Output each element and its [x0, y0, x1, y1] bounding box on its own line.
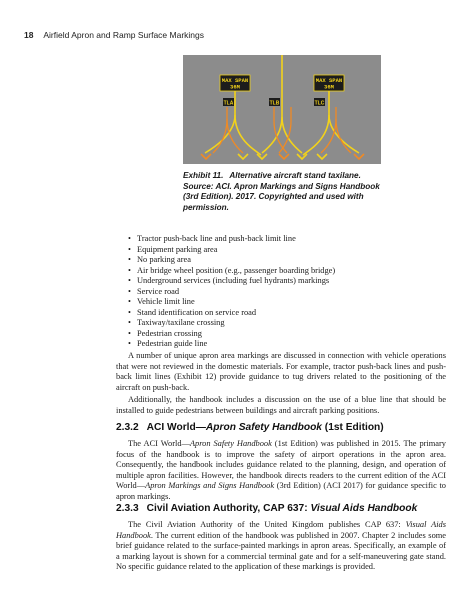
stand-label-tla: [223, 98, 234, 106]
paragraph-apron-safety: The ACI World—Apron Safety Handbook (1st Edition) was published in 2015. The primary focus of the handbook is to improve the safety of airport operations in the apron area. Consequently, the handbook includes guidance related to the planning, design, and operation of multiple apron facilities. However, the handbook directs readers to the current edition of the ACI World—Apron Markings and Signs Handbook (3rd Edition) (ACI 2017) for guidance specific to apron markings.: [116, 439, 446, 501]
list-item: • Underground services (including fuel hydrants) markings: [128, 276, 335, 287]
section-number: 2.3.2: [116, 422, 139, 433]
max-span-sign-left: [220, 75, 250, 91]
running-title: Airfield Apron and Ramp Surface Markings: [43, 30, 205, 40]
list-item: • Pedestrian guide line: [128, 339, 335, 350]
exhibit-11-figure: [183, 55, 381, 164]
apron-stand-diagram: [183, 55, 381, 164]
exhibit-caption: [183, 171, 383, 213]
marking-list: [128, 234, 335, 350]
stand-label-tlc: [314, 98, 325, 106]
section-heading-2-3-3: 2.3.3 Civil Aviation Authority, CAP 637: Visual Aids Handbook: [116, 503, 418, 514]
sign-left-line1: MAX SPAN: [221, 77, 249, 84]
list-item: • Stand identification on service road: [128, 308, 335, 319]
list-item: • Pedestrian crossing: [128, 329, 335, 340]
list-item: • Service road: [128, 287, 335, 298]
svg-text:TLA: TLA: [223, 100, 234, 107]
exhibit-caption-text: Alternative aircraft stand taxilane. Source: ACI. Apron Markings and Signs Handbook (3rd Edition). 2017. Copyrighted and used with permission.: [183, 171, 380, 212]
section-title-italic: Apron Safety Handbook: [205, 422, 322, 433]
list-item: • Equipment parking area: [128, 245, 335, 256]
paragraph-cap-637: The Civil Aviation Authority of the United Kingdom publishes CAP 637: Visual Aids Handbook. The current edition of the handbook was published in 2007. Chapter 2 includes some brief guidance related to the surface-painted markings in apron areas. Specifically, an example of a marking layout is shown for a commercial terminal gate and for a self-maneuvering gate stand. No specific guidance related to the application of these markings is provided.: [116, 520, 446, 572]
paragraph-blue-line: Additionally, the handbook includes a discussion on the use of a blue line that should be installed to guide pedestrians between buildings and aircraft parking positions.: [116, 395, 446, 415]
sign-left-line2: 36M: [230, 83, 240, 91]
section-heading-2-3-2: 2.3.2 ACI World—Apron Safety Handbook (1st Edition): [116, 422, 384, 433]
running-header: [24, 30, 204, 40]
max-span-sign-right: [314, 75, 344, 91]
svg-text:TLC: TLC: [314, 100, 325, 107]
sign-right-line1: MAX SPAN: [315, 77, 343, 84]
paragraph-unique-markings: A number of unique apron area markings are discussed in connection with vehicle operations that were not reviewed in the domestic materials. For example, tractor push-back lines and push-back limit lines (Exhibit 12) provide guidance to tug drivers related to the positioning of the aircraft on push-back.: [116, 351, 446, 392]
section-number: 2.3.3: [116, 503, 139, 514]
list-item: • Vehicle limit line: [128, 297, 335, 308]
list-item: • Taxiway/taxilane crossing: [128, 318, 335, 329]
sign-right-line2: 36M: [324, 83, 334, 91]
list-item: • Tractor push-back line and push-back limit line: [128, 234, 335, 245]
stand-label-tlb: [269, 98, 280, 106]
page-number: 18: [24, 30, 34, 40]
section-title-italic: Visual Aids Handbook: [310, 503, 418, 514]
list-item: • Air bridge wheel position (e.g., passenger boarding bridge): [128, 266, 335, 277]
exhibit-label: Exhibit 11.: [183, 171, 224, 180]
list-item: • No parking area: [128, 255, 335, 266]
svg-text:TLB: TLB: [269, 100, 280, 107]
